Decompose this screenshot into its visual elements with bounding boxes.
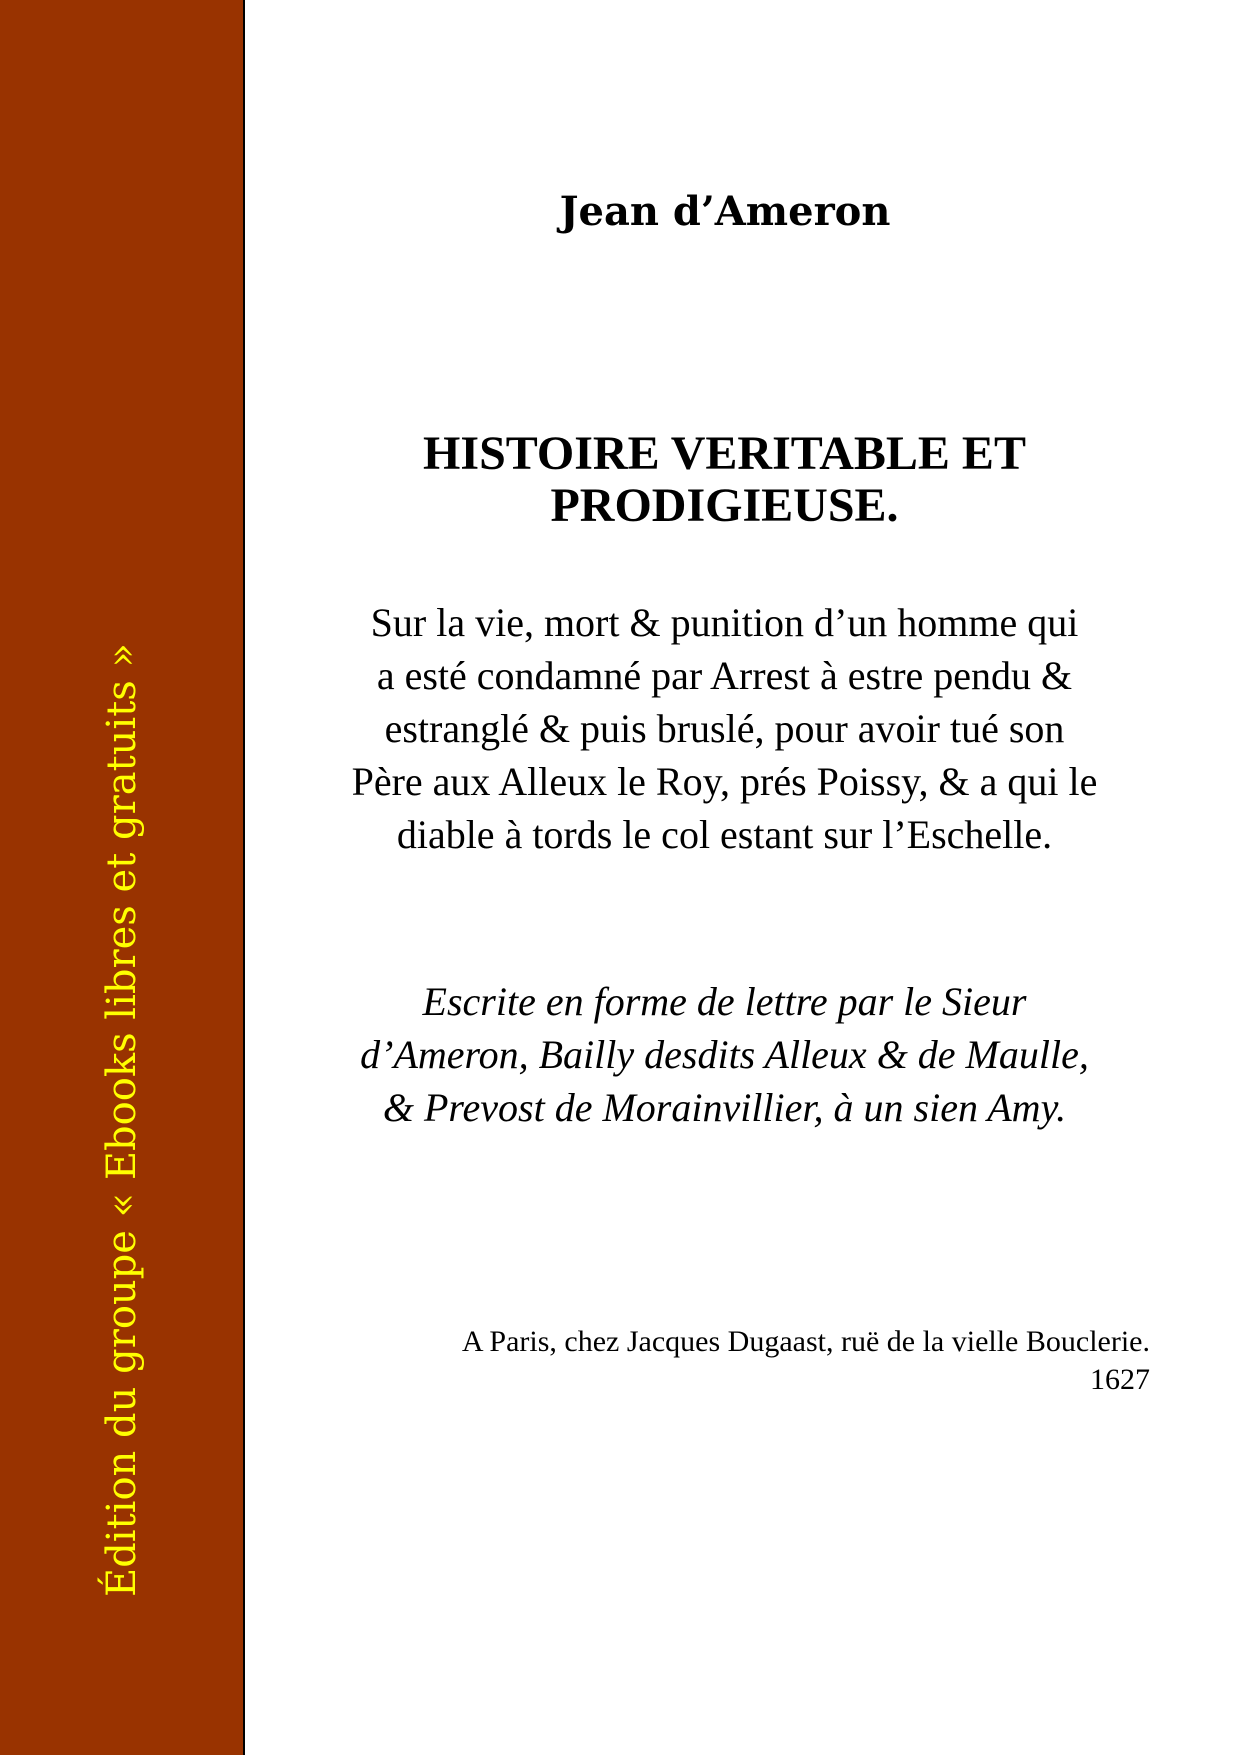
title-line: PRODIGIEUSE. — [550, 479, 899, 532]
imprint-year: 1627 — [1090, 1363, 1150, 1396]
attribution-line: Escrite en forme de lettre par le Sieur — [422, 979, 1027, 1024]
attribution-line: d’Ameron, Bailly desdits Alleux & de Maulle, — [360, 1032, 1089, 1077]
attribution — [262, 975, 1187, 1134]
book-subtitle — [262, 596, 1187, 861]
attribution-line: & Prevost de Morainvillier, à un sien Amy. — [382, 1085, 1067, 1130]
sidebar-band — [0, 0, 245, 1755]
subtitle-line: a esté condamné par Arrest à estre pendu & — [376, 653, 1073, 698]
subtitle-line: Père aux Alleux le Roy, prés Poissy, & a qui le — [351, 759, 1098, 804]
imprint — [270, 1323, 1150, 1399]
title-line: HISTOIRE VERITABLE ET — [423, 427, 1026, 480]
imprint-place: A Paris, chez Jacques Dugaast, ruë de la vielle Bouclerie. — [461, 1325, 1150, 1358]
subtitle-line: Sur la vie, mort & punition d’un homme qui — [370, 600, 1079, 645]
book-title — [262, 428, 1187, 532]
author-name: Jean d’Ameron — [559, 188, 891, 235]
subtitle-line: estranglé & puis bruslé, pour avoir tué son — [384, 706, 1065, 751]
edition-label: Édition du groupe « Ebooks libres et gratuits » — [99, 643, 145, 1597]
subtitle-line: diable à tords le col estant sur l’Eschelle. — [396, 812, 1053, 857]
